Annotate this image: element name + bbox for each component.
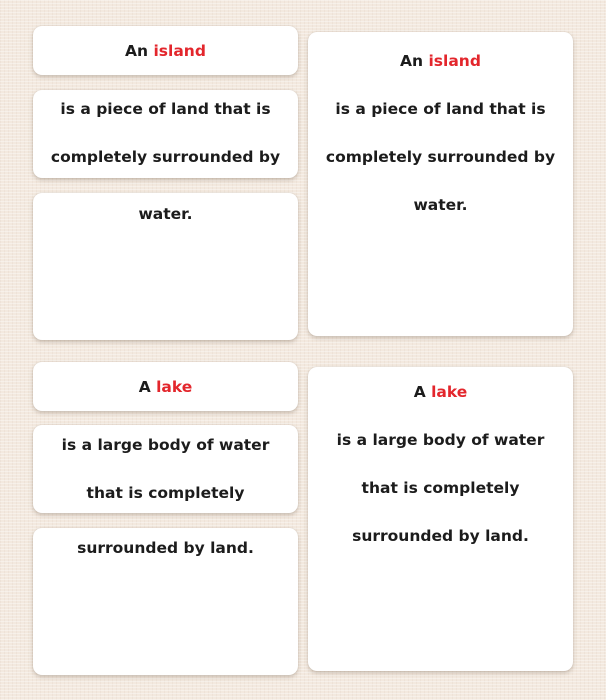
island-definition-card-part1 [33, 90, 298, 178]
title-keyword: lake [431, 383, 468, 401]
definition-line: that is completely [361, 479, 520, 497]
card-title [33, 378, 298, 396]
card-title [308, 52, 573, 70]
card-title [308, 383, 573, 401]
title-keyword: island [428, 52, 481, 70]
definition-line: water. [413, 196, 468, 214]
lake-control-card [308, 367, 573, 671]
definition-line: is a piece of land that is [335, 100, 546, 118]
lake-definition-card-part1 [33, 425, 298, 513]
title-article: An [400, 52, 424, 70]
definition-line: that is completely [86, 484, 245, 502]
title-article: A [138, 378, 151, 396]
definition-line: completely surrounded by [50, 148, 281, 166]
definition-line: is a large body of water [336, 431, 545, 449]
island-control-card [308, 32, 573, 336]
title-keyword: lake [156, 378, 193, 396]
definition-line: surrounded by land. [77, 539, 254, 557]
title-article: A [413, 383, 426, 401]
definition-line: water. [138, 205, 193, 223]
definition-line: is a large body of water [61, 436, 270, 454]
island-title-card [33, 26, 298, 75]
card-title [33, 42, 298, 60]
title-article: An [125, 42, 149, 60]
definition-line: surrounded by land. [352, 527, 529, 545]
definition-line: completely surrounded by [325, 148, 556, 166]
lake-title-card [33, 362, 298, 411]
lake-definition-card-part2 [33, 528, 298, 675]
title-keyword: island [153, 42, 206, 60]
island-definition-card-part2 [33, 193, 298, 340]
definition-line: is a piece of land that is [60, 100, 271, 118]
